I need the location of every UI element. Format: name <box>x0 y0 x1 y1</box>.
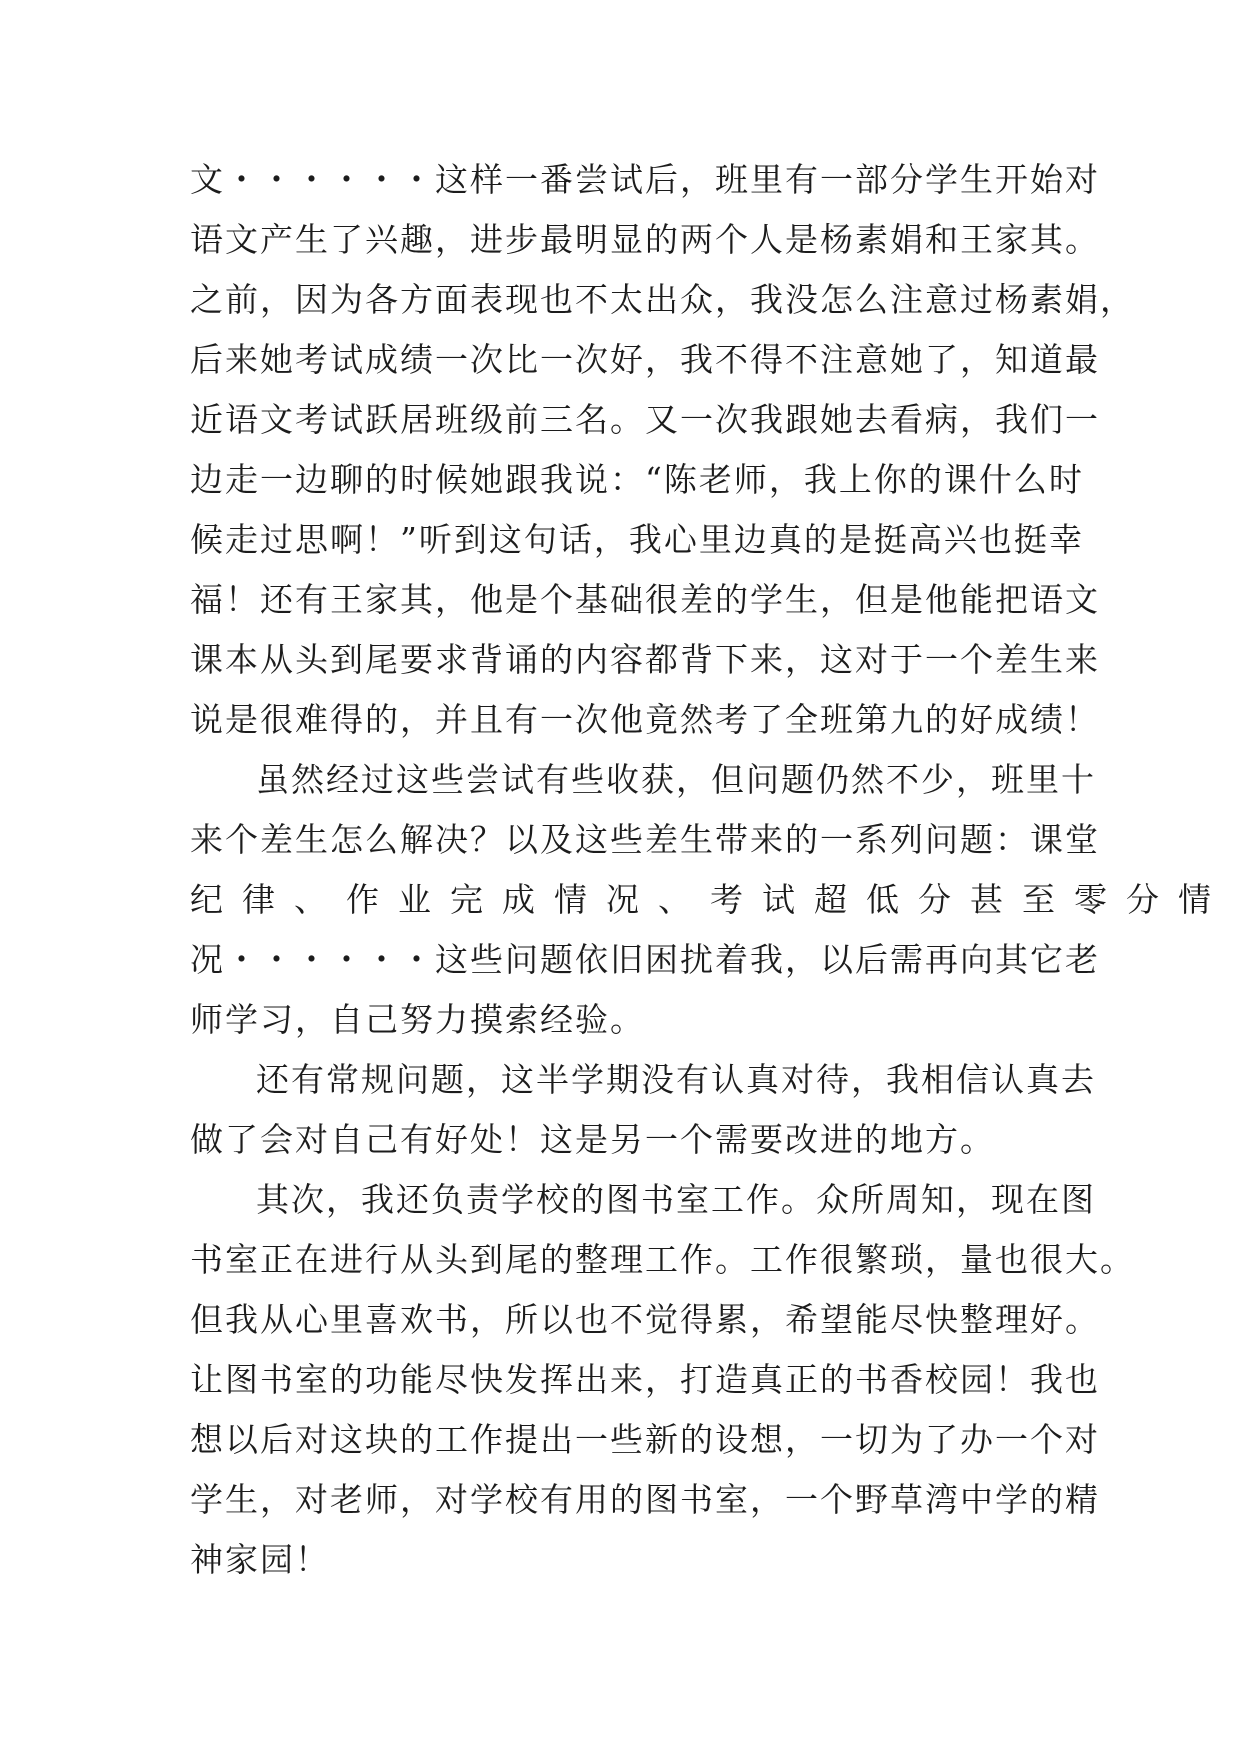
text-line: 后来她考试成绩一次比一次好，我不得不注意她了，知道最 <box>190 340 1100 379</box>
text-line: 书室正在进行从头到尾的整理工作。工作很繁琐，量也很大。 <box>190 1240 1135 1279</box>
text-line: 但我从心里喜欢书，所以也不觉得累，希望能尽快整理好。 <box>190 1300 1100 1339</box>
text-line: 况・・・・・・这些问题依旧困扰着我，以后需再向其它老 <box>190 940 1100 979</box>
document-page <box>190 150 1230 1590</box>
text-line: 福！还有王家其，他是个基础很差的学生，但是他能把语文 <box>190 580 1100 619</box>
text-line: 候走过思啊！”听到这句话，我心里边真的是挺高兴也挺幸 <box>190 520 1084 559</box>
paragraph-2 <box>190 750 1230 1050</box>
paragraph-3 <box>190 1050 1096 1170</box>
text-line: 来个差生怎么解决？以及这些差生带来的一系列问题：课堂 <box>190 820 1100 859</box>
text-line: 其次，我还负责学校的图书室工作。众所周知，现在图 <box>256 1180 1096 1219</box>
text-line: 之前，因为各方面表现也不太出众，我没怎么注意过杨素娟， <box>190 280 1135 319</box>
text-line: 师学习，自己努力摸索经验。 <box>190 1000 645 1039</box>
text-line: 纪律、作业完成情况、考试超低分甚至零分情 <box>190 880 1230 919</box>
paragraph-1 <box>190 150 1135 750</box>
text-line: 近语文考试跃居班级前三名。又一次我跟她去看病，我们一 <box>190 400 1100 439</box>
text-line: 让图书室的功能尽快发挥出来，打造真正的书香校园！我也 <box>190 1360 1100 1399</box>
text-line: 还有常规问题，这半学期没有认真对待，我相信认真去 <box>256 1060 1096 1099</box>
text-line: 课本从头到尾要求背诵的内容都背下来，这对于一个差生来 <box>190 640 1100 679</box>
text-line: 说是很难得的，并且有一次他竟然考了全班第九的好成绩！ <box>190 700 1100 739</box>
paragraph-4 <box>190 1170 1135 1590</box>
text-line: 边走一边聊的时候她跟我说：“陈老师，我上你的课什么时 <box>190 460 1084 499</box>
text-line: 语文产生了兴趣，进步最明显的两个人是杨素娟和王家其。 <box>190 220 1100 259</box>
text-line: 想以后对这块的工作提出一些新的设想，一切为了办一个对 <box>190 1420 1100 1459</box>
text-line: 学生，对老师，对学校有用的图书室，一个野草湾中学的精 <box>190 1480 1100 1519</box>
text-line: 虽然经过这些尝试有些收获，但问题仍然不少，班里十 <box>256 760 1096 799</box>
text-line: 做了会对自己有好处！这是另一个需要改进的地方。 <box>190 1120 995 1159</box>
text-line: 神家园！ <box>190 1540 330 1579</box>
text-line: 文・・・・・・这样一番尝试后，班里有一部分学生开始对 <box>190 160 1100 199</box>
